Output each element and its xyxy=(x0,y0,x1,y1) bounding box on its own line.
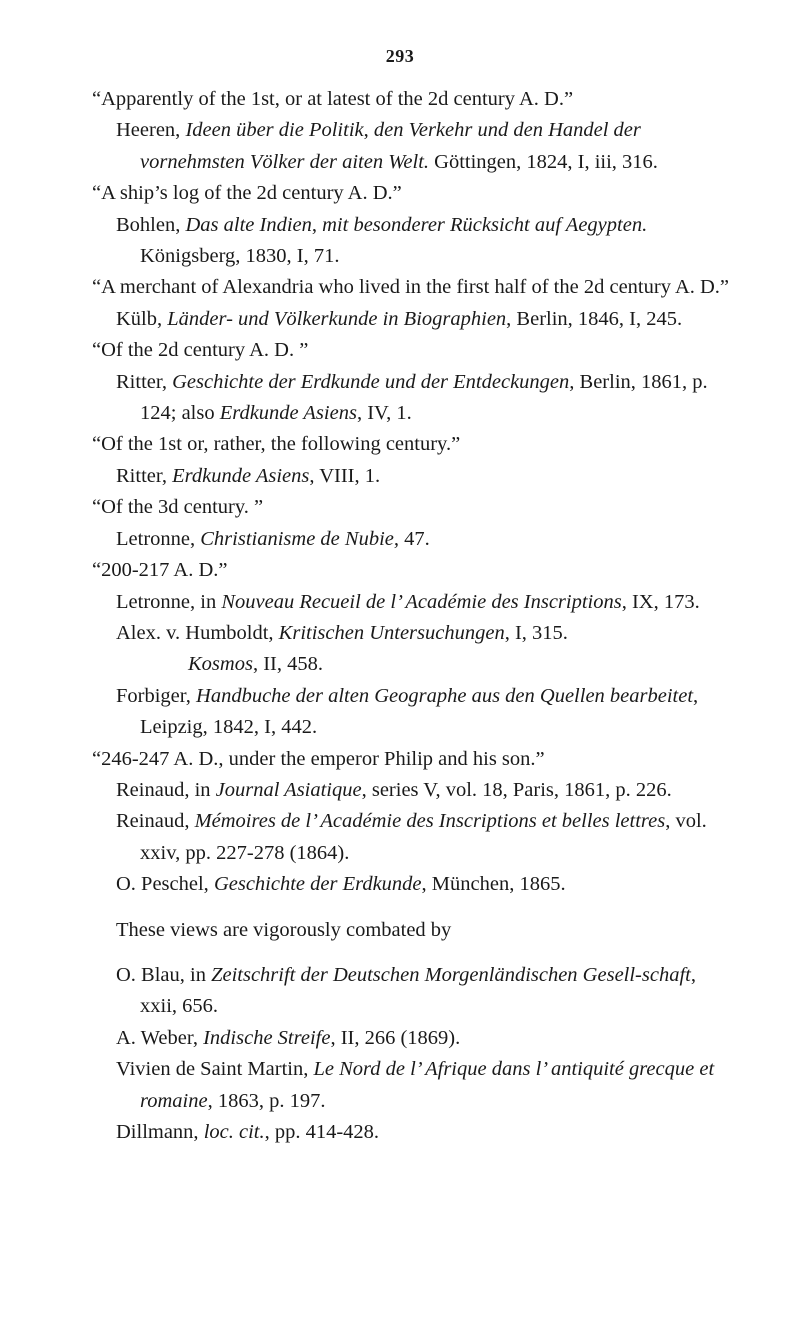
citation-text: Reinaud, xyxy=(116,810,195,833)
source-citation xyxy=(92,210,732,273)
source-citation xyxy=(92,618,732,649)
citation-title: Nouveau Recueil de l’ Académie des Inscriptions xyxy=(221,590,622,613)
citation-text: , xyxy=(311,213,323,236)
citation-text: Letronne, xyxy=(116,527,201,550)
source-citation xyxy=(92,775,732,806)
source-citation xyxy=(92,649,732,680)
quoted-date-claim: “Of the 3d century. ” xyxy=(92,496,264,519)
citation-text: Alex. v. Humboldt, xyxy=(116,621,279,644)
citation-title: Zeitschrift der Deutschen Morgenländischen Gesell-schaft xyxy=(211,963,691,986)
source-citation xyxy=(92,524,732,555)
citation-text: , II, 266 (1869). xyxy=(330,1026,461,1049)
citation-text: Ritter, xyxy=(116,464,173,487)
citation-text: , II, 458. xyxy=(252,653,323,676)
quoted-date-claim: “246-247 A. D., under the emperor Philip and his son.” xyxy=(92,747,545,770)
citation-title: Journal Asiatique xyxy=(215,778,362,801)
citation-title: Kritischen Untersuchungen xyxy=(278,621,505,644)
citation-text: , München, 1865. xyxy=(421,873,566,896)
citation-text: A. Weber, xyxy=(116,1026,204,1049)
quoted-date-claim: “Of the 2d century A. D. ” xyxy=(92,339,309,362)
citation-title: Indische Streife xyxy=(203,1026,331,1049)
source-citation xyxy=(92,1054,732,1117)
source-citation xyxy=(92,587,732,618)
spacer xyxy=(92,946,732,960)
citation-title: Erdkunde Asiens xyxy=(172,464,310,487)
citation-text: Heeren, xyxy=(116,119,186,142)
citation-text: , Berlin, 1846, I, 245. xyxy=(506,307,683,330)
spacer xyxy=(92,901,732,915)
citation-title: Kosmos xyxy=(188,653,253,676)
citation-text: , VIII, 1. xyxy=(309,464,381,487)
citation-text: , I, 315. xyxy=(504,621,568,644)
source-citation xyxy=(92,681,732,744)
transition-text: These views are vigorously combated by xyxy=(116,918,452,941)
source-citation xyxy=(92,960,732,1023)
citation-title: Le Nord de l’ Afrique dans l’ antiquité grecque et romaine xyxy=(140,1058,715,1112)
source-citation xyxy=(92,1117,732,1148)
citation-title: Christianisme de Nubie, xyxy=(200,527,399,550)
quoted-date-claim: “A ship’s log of the 2d century A. D.” xyxy=(92,182,402,205)
citation-text: Göttingen, 1824, I, iii, 316. xyxy=(429,150,658,173)
source-citation xyxy=(92,461,732,492)
citation-text: Berlin, 1861, p. 124; also xyxy=(140,370,708,425)
citation-text: Vivien de Saint Martin, xyxy=(116,1058,314,1081)
source-citation xyxy=(92,367,732,430)
citation-text: , vol. xxiv, pp. 227-278 (1864). xyxy=(140,810,707,864)
bibliography-list xyxy=(92,84,732,1148)
citation-title: Geschichte der Erdkunde xyxy=(213,873,422,896)
citation-text: Dillmann, xyxy=(116,1121,204,1143)
citation-text: , Leipzig, 1842, I, 442. xyxy=(140,684,699,739)
source-citation xyxy=(92,869,732,900)
source-citation xyxy=(92,806,732,869)
citation-title: Handbuche der alten Geographe aus den Quellen bearbeitet xyxy=(196,684,694,707)
citation-text: , xyxy=(363,119,374,142)
citation-text: Bohlen, xyxy=(116,213,186,236)
source-citation xyxy=(92,1023,732,1054)
source-citation xyxy=(92,115,732,178)
citation-text: O. Peschel, xyxy=(116,873,214,896)
citation-text: Reinaud, in xyxy=(116,778,216,801)
citation-title: Mémoires de l’ Académie des Inscriptions et belles lettres xyxy=(194,810,666,833)
citation-text: O. Blau, in xyxy=(116,963,212,986)
source-citation xyxy=(92,304,732,335)
quoted-date-claim: “Of the 1st or, rather, the following century.” xyxy=(92,433,461,456)
citation-text: , 1863, p. 197. xyxy=(207,1089,326,1112)
citation-text: , IV, 1. xyxy=(356,402,412,425)
citation-text: 47. xyxy=(398,527,430,550)
citation-title: mit besonderer Rücksicht auf Aegypten. xyxy=(322,213,648,236)
citation-title: Erdkunde Asiens xyxy=(219,402,357,425)
citation-title: Das alte Indien xyxy=(185,213,312,236)
citation-text: Forbiger, xyxy=(116,684,197,707)
citation-title: Ideen über die Politik xyxy=(185,119,364,142)
citation-title: Geschichte der Erdkunde und der Entdeckungen, xyxy=(172,370,575,393)
quoted-date-claim: “Apparently of the 1st, or at latest of the 2d century A. D.” xyxy=(92,88,574,110)
citation-title: Länder- und Völkerkunde in Biographien xyxy=(167,307,507,330)
citation-text: Letronne, in xyxy=(116,590,222,613)
citation-text: Königsberg, 1830, I, 71. xyxy=(140,245,340,268)
citation-title: den Verkehr und den Handel der vornehmsten Völker der aiten Welt. xyxy=(140,119,641,173)
citation-text: Külb, xyxy=(116,307,168,330)
quoted-date-claim: “A merchant of Alexandria who lived in the first half of the 2d century A. D.” xyxy=(92,276,730,299)
citation-title: loc. cit. xyxy=(203,1121,265,1143)
citation-text: , IX, 173. xyxy=(621,590,700,613)
quoted-date-claim: “200-217 A. D.” xyxy=(92,559,228,582)
citation-text: , pp. 414-428. xyxy=(264,1121,380,1143)
citation-text: , xxii, 656. xyxy=(140,963,696,1018)
citation-text: Ritter, xyxy=(116,370,173,393)
page-number: 293 xyxy=(385,46,415,66)
citation-text: , series V, vol. 18, Paris, 1861, p. 226. xyxy=(361,778,672,801)
